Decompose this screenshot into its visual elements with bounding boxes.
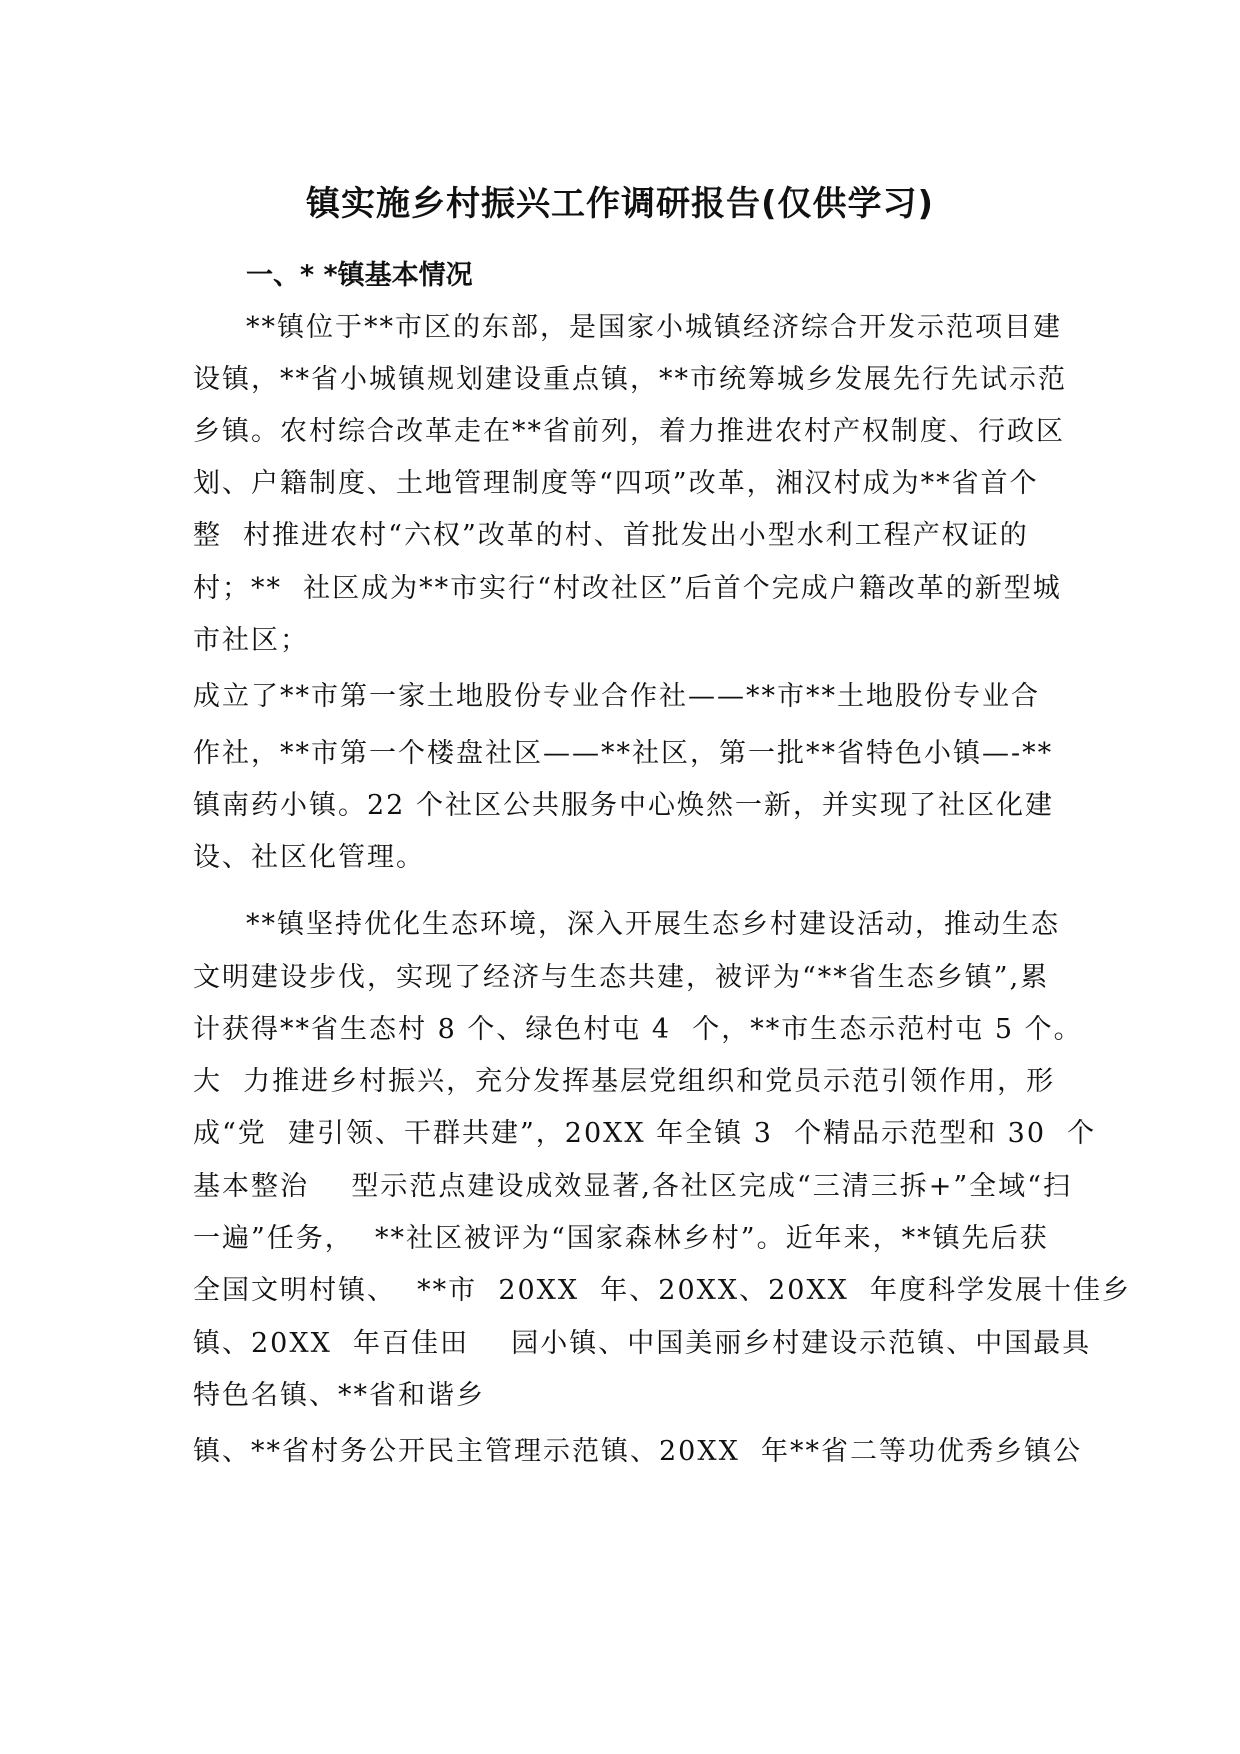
paragraph-line: **镇坚持优化生态环境，深入开展生态乡村建设活动，推动生态 xyxy=(246,909,1060,940)
paragraph-line: 作社，**市第一个楼盘社区——**社区，第一批**省特色小镇—-** xyxy=(193,738,1054,769)
paragraph-line: 设、社区化管理。 xyxy=(193,842,425,873)
paragraph-line: 设镇，**省小城镇规划建设重点镇，**市统筹城乡发展先行先试示范 xyxy=(193,364,1067,395)
paragraph-line: 村；** 社区成为**市实行“村改社区”后首个完成户籍改革的新型城 xyxy=(193,573,1062,604)
paragraph-line: 一遍”任务， **社区被评为“国家森林乡村”。近年来，**镇先后获 xyxy=(193,1223,1049,1254)
paragraph-line: 划、户籍制度、土地管理制度等“四项”改革，湘汉村成为**省首个 xyxy=(193,468,1039,499)
paragraph-line: 文明建设步伐，实现了经济与生态共建，被评为“**省生态乡镇”,累 xyxy=(193,962,1050,993)
paragraph-line: 全国文明村镇、 **市 20XX 年、20XX、20XX 年度科学发展十佳乡 xyxy=(193,1275,1132,1306)
paragraph-line: 成立了**市第一家土地股份专业合作社——**市**土地股份专业合 xyxy=(193,681,1040,712)
document-title: 镇实施乡村振兴工作调研报告(仅供学习) xyxy=(305,184,935,224)
paragraph-line: 乡镇。农村综合改革走在**省前列，着力推进农村产权制度、行政区 xyxy=(193,416,1065,447)
paragraph-line: 镇、20XX 年百佳田 园小镇、中国美丽乡村建设示范镇、中国最具 xyxy=(193,1328,1092,1359)
paragraph-line: 成“党 建引领、干群共建”，20XX 年全镇 3 个精品示范型和 30 个 xyxy=(193,1118,1097,1149)
paragraph-line: 镇南药小镇。22 个社区公共服务中心焕然一新，并实现了社区化建 xyxy=(193,790,1054,821)
paragraph-line: 计获得**省生态村 8 个、绿色村屯 4 个，**市生态示范村屯 5 个。 xyxy=(193,1014,1083,1045)
paragraph-line: 整 村推进农村“六权”改革的村、首批发出小型水利工程产权证的 xyxy=(193,520,1029,551)
section-heading: 一、* *镇基本情况 xyxy=(246,260,473,291)
paragraph-line: 大 力推进乡村振兴，充分发挥基层党组织和党员示范引领作用，形 xyxy=(193,1066,1056,1097)
paragraph-line: 镇、**省村务公开民主管理示范镇、20XX 年**省二等功优秀乡镇公 xyxy=(193,1436,1082,1467)
paragraph-line: 市社区； xyxy=(193,625,309,656)
paragraph-line: 基本整治 型示范点建设成效显著,各社区完成“三清三拆+”全域“扫 xyxy=(193,1171,1072,1202)
paragraph-line: 特色名镇、**省和谐乡 xyxy=(193,1380,485,1411)
paragraph-line: **镇位于**市区的东部，是国家小城镇经济综合开发示范项目建 xyxy=(246,312,1062,343)
